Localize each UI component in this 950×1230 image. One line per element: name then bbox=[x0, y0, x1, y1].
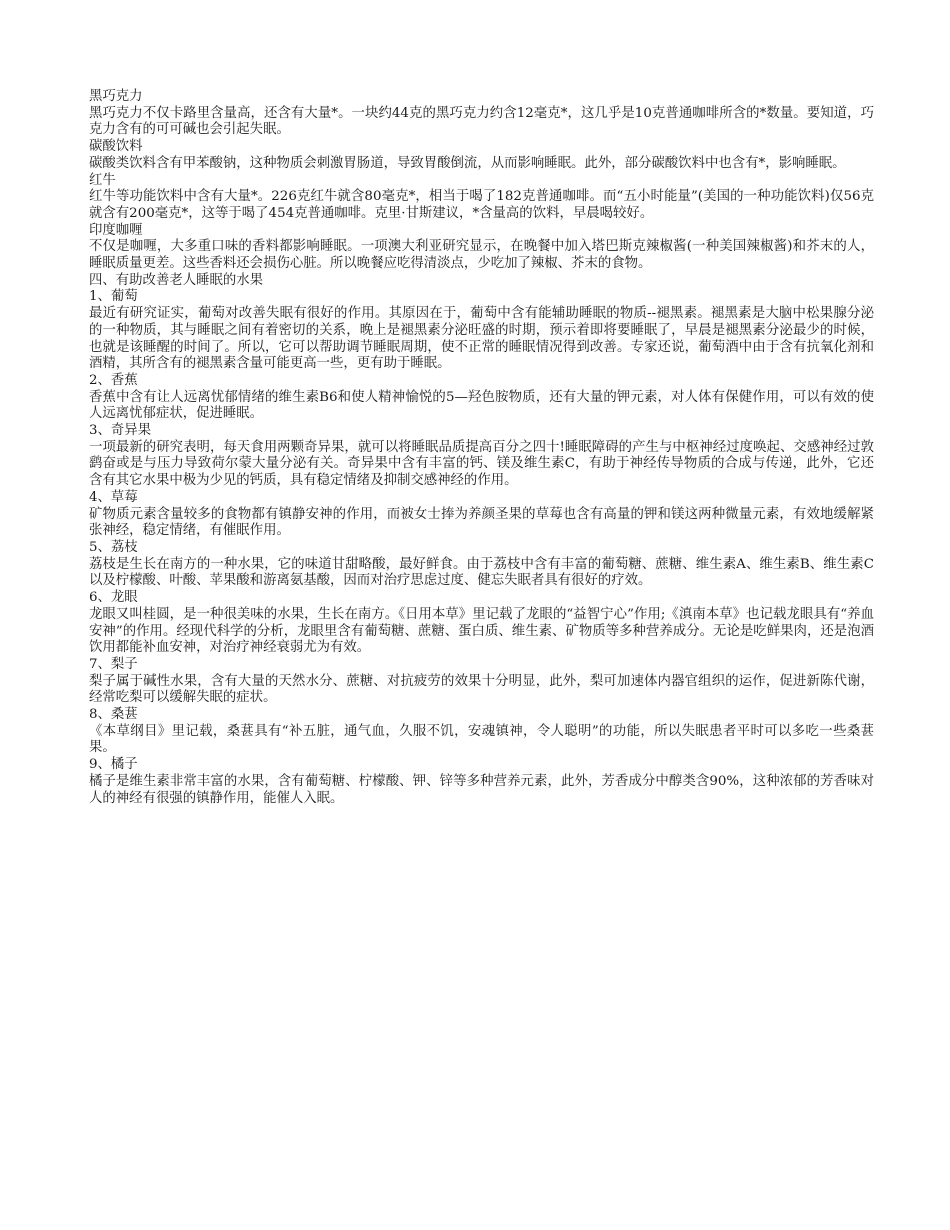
section-mulberry bbox=[89, 707, 874, 757]
section-heading: 红牛 bbox=[89, 172, 116, 188]
section-indian-curry bbox=[89, 223, 874, 273]
section-paragraph: 橘子是维生素非常丰富的水果，含有葡萄糖、柠檬酸、钾、锌等多种营养元素，此外，芳香成分中醇类含90%，这种浓郁的芳香味对人的神经有很强的镇静作用，能催人入眠。 bbox=[89, 773, 874, 806]
section-heading: 3、奇异果 bbox=[89, 423, 152, 439]
section-longan bbox=[89, 590, 874, 657]
article-body bbox=[89, 89, 874, 807]
section-heading: 黑巧克力 bbox=[89, 89, 143, 104]
section-paragraph: 不仅是咖喱，大多重口味的香料都影响睡眠。一项澳大利亚研究显示，在晚餐中加入塔巴斯克辣椒酱(一种美国辣椒酱)和芥末的人，睡眠质量更差。这些香料还会损伤心脏。所以晚餐应吃得清淡点，少吃加了辣椒、芥末的食物。 bbox=[89, 239, 874, 272]
section-heading: 4、草莓 bbox=[89, 489, 138, 505]
section-paragraph: 碳酸类饮料含有甲苯酸钠，这种物质会刺激胃肠道，导致胃酸倒流，从而影响睡眠。此外，部分碳酸饮料中也含有*，影响睡眠。 bbox=[89, 155, 846, 171]
section-heading: 7、梨子 bbox=[89, 656, 138, 672]
section-strawberry bbox=[89, 490, 874, 540]
section-paragraph: 梨子属于碱性水果，含有大量的天然水分、蔗糖、对抗疲劳的效果十分明显，此外，梨可加速体内器官组织的运作，促进新陈代谢，经常吃梨可以缓解失眠的症状。 bbox=[89, 673, 874, 706]
section-grape bbox=[89, 289, 874, 373]
section-paragraph: 荔枝是生长在南方的一种水果，它的味道甘甜略酸，最好鲜食。由于荔枝中含有丰富的葡萄糖、蔗糖、维生素A、维生素B、维生素C以及柠檬酸、叶酸、苹果酸和游离氨基酸，因而对治疗思虑过度、健忘失眠者具有很好的疗效。 bbox=[89, 556, 874, 589]
section-heading: 9、橘子 bbox=[89, 757, 138, 773]
section-lychee bbox=[89, 540, 874, 590]
section-heading: 2、香蕉 bbox=[89, 372, 138, 388]
section-paragraph: 《本草纲目》里记载，桑葚具有“补五脏，通气血，久服不饥，安魂镇神，令人聪明”的功能，所以失眠患者平时可以多吃一些桑葚果。 bbox=[89, 723, 874, 756]
section-heading: 8、桑葚 bbox=[89, 707, 138, 723]
section-red-bull bbox=[89, 173, 874, 223]
section-heading: 碳酸饮料 bbox=[89, 139, 143, 155]
section-orange bbox=[89, 757, 874, 807]
section-heading: 1、葡萄 bbox=[89, 289, 138, 305]
section-heading: 6、龙眼 bbox=[89, 590, 138, 606]
section-heading: 四、有助改善老人睡眠的水果 bbox=[89, 272, 264, 288]
section-heading: 5、荔枝 bbox=[89, 539, 138, 555]
section-paragraph: 矿物质元素含量较多的食物都有镇静安神的作用，而被女士捧为养颜圣果的草莓也含有高量的钾和镁这两种微量元素，有效地缓解紧张神经，稳定情绪，有催眠作用。 bbox=[89, 506, 874, 539]
section-carbonated-drinks bbox=[89, 139, 874, 172]
section-pear bbox=[89, 657, 874, 707]
section-paragraph: 香蕉中含有让人远离忧郁情绪的维生素B6和使人精神愉悦的5—羟色胺物质，还有大量的钾元素，对人体有保健作用，可以有效的使人远离忧郁症状，促进睡眠。 bbox=[89, 389, 874, 422]
section-dark-chocolate bbox=[89, 89, 874, 139]
section-paragraph: 一项最新的研究表明，每天食用两颗奇异果，就可以将睡眠品质提高百分之四十!睡眠障碍的产生与中枢神经过度唤起、交感神经过敦鹞奋或是与压力导致荷尔蒙大量分泌有关。奇异果中含有丰富的钙、镁及维生素C，有助于神经传导物质的合成与传递，此外，它还含有其它水果中极为少见的钙质，具有稳定情绪及抑制交感神经的作用。 bbox=[89, 439, 874, 489]
section-kiwi bbox=[89, 423, 874, 490]
section-paragraph: 龙眼又叫桂圆，是一种很美味的水果，生长在南方。《日用本草》里记载了龙眼的“益智宁心”作用;《滇南本草》也记载龙眼具有“养血安神”的作用。经现代科学的分析，龙眼里含有葡萄糖、蔗糖、蛋白质、维生素、矿物质等多种营养成分。无论是吃鲜果肉，还是泡酒饮用都能补血安神，对治疗神经衰弱尤为有效。 bbox=[89, 606, 874, 656]
section-paragraph: 红牛等功能饮料中含有大量*。226克红牛就含80毫克*，相当于喝了182克普通咖啡。而“五小时能量”(美国的一种功能饮料)仅56克就含有200毫克*，这等于喝了454克普通咖啡。克里·甘斯建议，*含量高的饮料，早晨喝较好。 bbox=[89, 189, 874, 221]
section-fruits-title bbox=[89, 273, 874, 290]
section-paragraph: 黑巧克力不仅卡路里含量高，还含有大量*。一块约44克的黑巧克力约含12毫克*，这几乎是10克普通咖啡所含的*数量。要知道，巧克力含有的可可碱也会引起失眠。 bbox=[89, 105, 874, 138]
section-heading: 印度咖喱 bbox=[89, 222, 143, 238]
section-banana bbox=[89, 373, 874, 423]
section-paragraph: 最近有研究证实，葡萄对改善失眠有很好的作用。其原因在于，葡萄中含有能辅助睡眠的物质--褪黑素。褪黑素是大脑中松果腺分泌的一种物质，其与睡眠之间有着密切的关系，晚上是褪黑素分泌旺盛的时期，预示着即将要睡眠了，早晨是褪黑素分泌最少的时候，也就是该睡醒的时间了。所以，它可以帮助调节睡眠周期，使不正常的睡眠情况得到改善。专家还说，葡萄酒中由于含有抗氧化剂和酒精，其所含有的褪黑素含量可能更高一些，更有助于睡眠。 bbox=[89, 306, 874, 372]
